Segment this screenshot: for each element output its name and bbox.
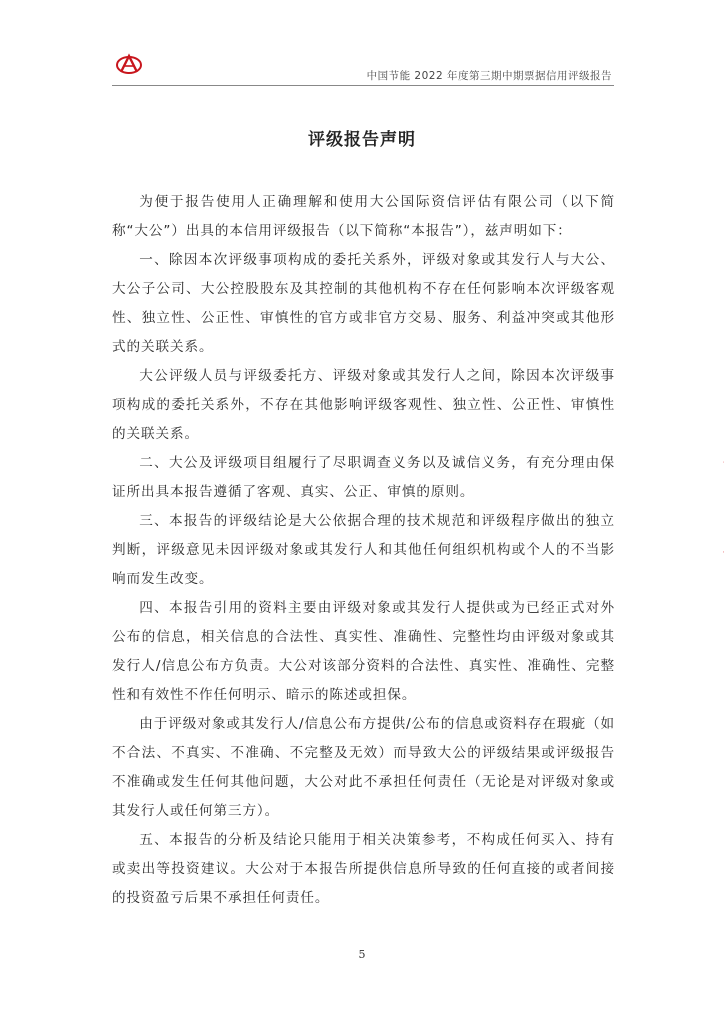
paragraph-intro: 为便于报告使用人正确理解和使用大公国际资信评估有限公司（以下简称“大公”）出具的本信用评级报告（以下简称“本报告”），兹声明如下： xyxy=(112,194,615,239)
paragraph-4b: 由于评级对象或其发行人/信息公布方提供/公布的信息或资料存在瑕疵（如不合法、不真实、不准确、不完整及无效）而导致大公的评级结果或评级报告不准确或发生任何其他问题，大公对此不承担任何责任（无论是对评级对象或其发行人或任何第三方）。 xyxy=(112,716,615,819)
paragraph-2: 二、大公及评级项目组履行了尽职调查义务以及诚信义务，有充分理由保证所出具本报告遵循了客观、真实、公正、审慎的原则。 xyxy=(112,455,615,500)
header-report-title: 中国节能 2022 年度第三期中期票据信用评级报告 xyxy=(366,70,612,82)
header-divider xyxy=(112,85,614,86)
paragraph-4: 四、本报告引用的资料主要由评级对象或其发行人提供或为已经正式对外公布的信息，相关信息的合法性、真实性、准确性、完整性均由评级对象或其发行人/信息公布方负责。大公对该部分资料的合法性、真实性、准确性、完整性和有效性不作任何明示、暗示的陈述或担保。 xyxy=(112,600,615,703)
paragraph-1: 一、除因本次评级事项构成的委托关系外，评级对象或其发行人与大公、大公子公司、大公控股股东及其控制的其他机构不存在任何影响本次评级客观性、独立性、公正性、审慎性的官方或非官方交易、服务、利益冲突或其他形式的关联关系。 xyxy=(112,252,615,355)
paragraph-3: 三、本报告的评级结论是大公依据合理的技术规范和评级程序做出的独立判断，评级意见未因评级对象或其发行人和其他任何组织机构或个人的不当影响而发生改变。 xyxy=(112,513,615,587)
page-number: 5 xyxy=(358,948,366,961)
page-title: 评级报告声明 xyxy=(308,130,416,150)
paragraph-5: 五、本报告的分析及结论只能用于相关决策参考，不构成任何买入、持有或卖出等投资建议。大公对于本报告所提供信息所导致的任何直接的或者间接的投资盈亏后果不承担任何责任。 xyxy=(112,832,615,906)
seal-stamp-icon xyxy=(694,435,724,595)
dagong-logo-icon xyxy=(115,52,143,76)
statement-body xyxy=(112,188,615,913)
paragraph-1b: 大公评级人员与评级委托方、评级对象或其发行人之间，除因本次评级事项构成的委托关系外，不存在其他影响评级客观性、独立性、公正性、审慎性的关联关系。 xyxy=(112,368,615,442)
